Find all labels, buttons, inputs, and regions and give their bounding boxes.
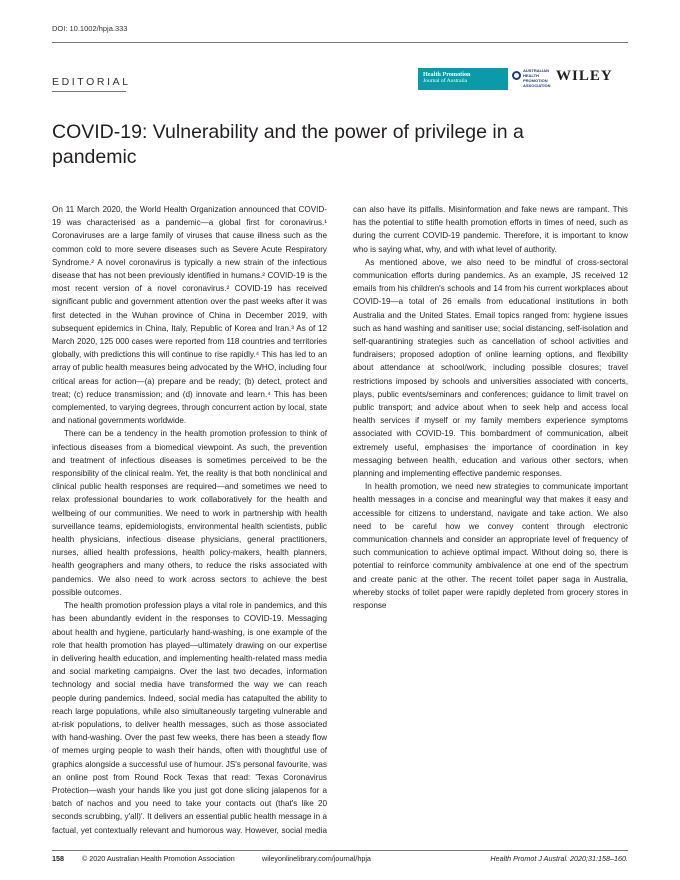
body-paragraph-3: The health promotion profession plays a vital role in pandemics, and this has been abundantly evident in the responses to COVID-19. Messaging about health and hygiene, particularly hand-washing, is one example of the role that health promotion has played—ultimately drawing on our expertise in delivering health education, and implementing health-related mass media and social marketing campaigns. Over the last two decades, information technology and social media have transformed the way we can reach people during pandemics. Indeed, social media has catapulted the ability to reach large populations, while also simultaneously targeting vulnerable and at-risk populations, to deliver health messages, such as those associated with hand-washing. Over the past few weeks, there has been a steady flow of memes urging people to wash their hands, often with thoughtful use of graphics alongside a successful use of humour. JS's personal favourite, was an online post from Round Rock Texas that read: 'Texas Coronavirus Protection—wash your hands like you just got done slicing jalapenos for a batch of nachos and you need to take your contacts out (that's like 20 seconds scrubbing, y'all)'. It delivers an essential public health message in a factual, yet contextually relevant and humorous way. However, social media can also have its pitfalls. Misinformation and fake news are rampant. This has the potential to stifle health promotion efforts in times of need, such as during the current COVID-19 pandemic. Therefore, it is important to know who is saying what, why, and with what level of authority. <box>52 205 628 835</box>
body-paragraph-4: As mentioned above, we also need to be mindful of cross-sectoral communication efforts during pandemics. As an example, JS received 12 emails from his children's schools and 14 from his current workplaces about COVID-19—a total of 26 emails from educational institutions in both Australia and the United States. Email topics ranged from: hygiene issues such as hand washing and sanitiser use; social distancing, self-isolation and self-quarantining strategies such as cancellation of school activities and fundraisers; proposed adoption of online learning options, and flexibility about attendance at school/work, including possible closures; travel restrictions imposed by schools and universities associated with concerts, plays, public events/seminars and conferences; guidance to limit travel on public transport; and advice about when to seek help and access local health services if myself or my family members experience symptoms associated with COVID-19. This bombardment of communication, albeit extremely useful, emphasises the importance of coordination in key messaging between health, education and various other sectors, when planning and implementing effective pandemic responses. <box>353 257 628 479</box>
journal-logo-line2: Journal of Australia <box>423 78 468 84</box>
journal-logo[interactable] <box>418 68 508 90</box>
body-paragraph-2: There can be a tendency in the health promotion profession to think of infectious diseases from a biomedical viewpoint. As such, the prevention and treatment of infectious diseases is sometimes perceived to be the responsibility of the clinical realm. Yet, the reality is that both nonclinical and clinical public health responses are required—and sometimes we need to relax professional boundaries to work collaboratively for the health and wellbeing of our communities. We need to work in partnership with health surveillance teams, epidemiologists, environmental health scientists, public health physicians, infectious disease physicians, general practitioners, nurses, allied health professions, health policy-makers, health planners, health geographers and many others, to reduce the risks associated with pandemics. We also need to work across sectors to achieve the best possible outcomes. <box>52 429 327 597</box>
citation: Health Promot J Austral. 2020;31:158–160. <box>490 854 628 863</box>
header-rule <box>52 42 628 43</box>
association-logo-line3: PROMOTION <box>523 78 548 83</box>
publisher-logo[interactable]: WILEY <box>556 68 613 84</box>
page-footer <box>52 854 628 863</box>
footer-rule <box>52 850 628 851</box>
article-title: COVID-19: Vulnerability and the power of privilege in a pandemic <box>52 121 524 168</box>
association-logo-line1: AUSTRALIAN <box>523 68 549 73</box>
copyright-notice: © 2020 Australian Health Promotion Association <box>82 854 235 863</box>
journal-logo-line1: Health Promotion <box>423 71 471 78</box>
association-logo-icon <box>512 71 521 80</box>
page-number: 158 <box>52 854 64 863</box>
association-logo-line4: ASSOCIATION <box>523 83 551 88</box>
association-logo-line2: HEALTH <box>523 73 539 78</box>
doi-line: DOI: 10.1002/hpja.333 <box>52 24 128 33</box>
section-label: EDITORIAL <box>52 76 131 88</box>
body-paragraph-5: In health promotion, we need new strategies to communicate important health messages in a concise and meaningful way that makes it easy and accessible for citizens to understand, navigate and take action. We also need to be careful how we convey content through electronic communication channels and consider an appropriate level of frequency of such communication to achieve optimal impact. Without doing so, there is potential to reinforce community ambivalence at one end of the spectrum and create panic at the other. The recent toilet paper saga in Australia, whereby stocks of toilet paper were rapidly depleted from grocery stores in response <box>353 482 628 611</box>
association-logo[interactable] <box>512 68 550 90</box>
journal-url-link[interactable]: wileyonlinelibrary.com/journal/hpja <box>262 854 371 863</box>
article-body <box>52 203 628 848</box>
section-rule <box>52 91 126 92</box>
body-paragraph-1: On 11 March 2020, the World Health Organization announced that COVID-19 was characterised as a pandemic—a global first for coronavirus.¹ Coronaviruses are a large family of viruses that cause illness such as the common cold to more severe diseases such as Severe Acute Respiratory Syndrome.² A novel coronavirus is typically a new strain of the infectious disease that has not been previously identified in humans.² COVID-19 is the most recent version of a novel coronavirus.² COVID-19 has received significant public and government attention over the past weeks after it was first detected in the Wuhan province of China in December 2019, with subsequent epidemics in China, Italy, Republic of Korea and Iran.³ As of 12 March 2020, 125 000 cases were reported from 118 countries and territories globally, with predictions this will continue to rise rapidly.⁴ This has led to an array of public health measures being advocated by the WHO, including four critical areas for action—(a) prepare and be ready; (b) detect, protect and treat; (c) reduce transmission; and (d) innovate and learn.⁴ This has been complemented, to varying degrees, through concurrent action by local, state and national governments worldwide. <box>52 205 327 426</box>
